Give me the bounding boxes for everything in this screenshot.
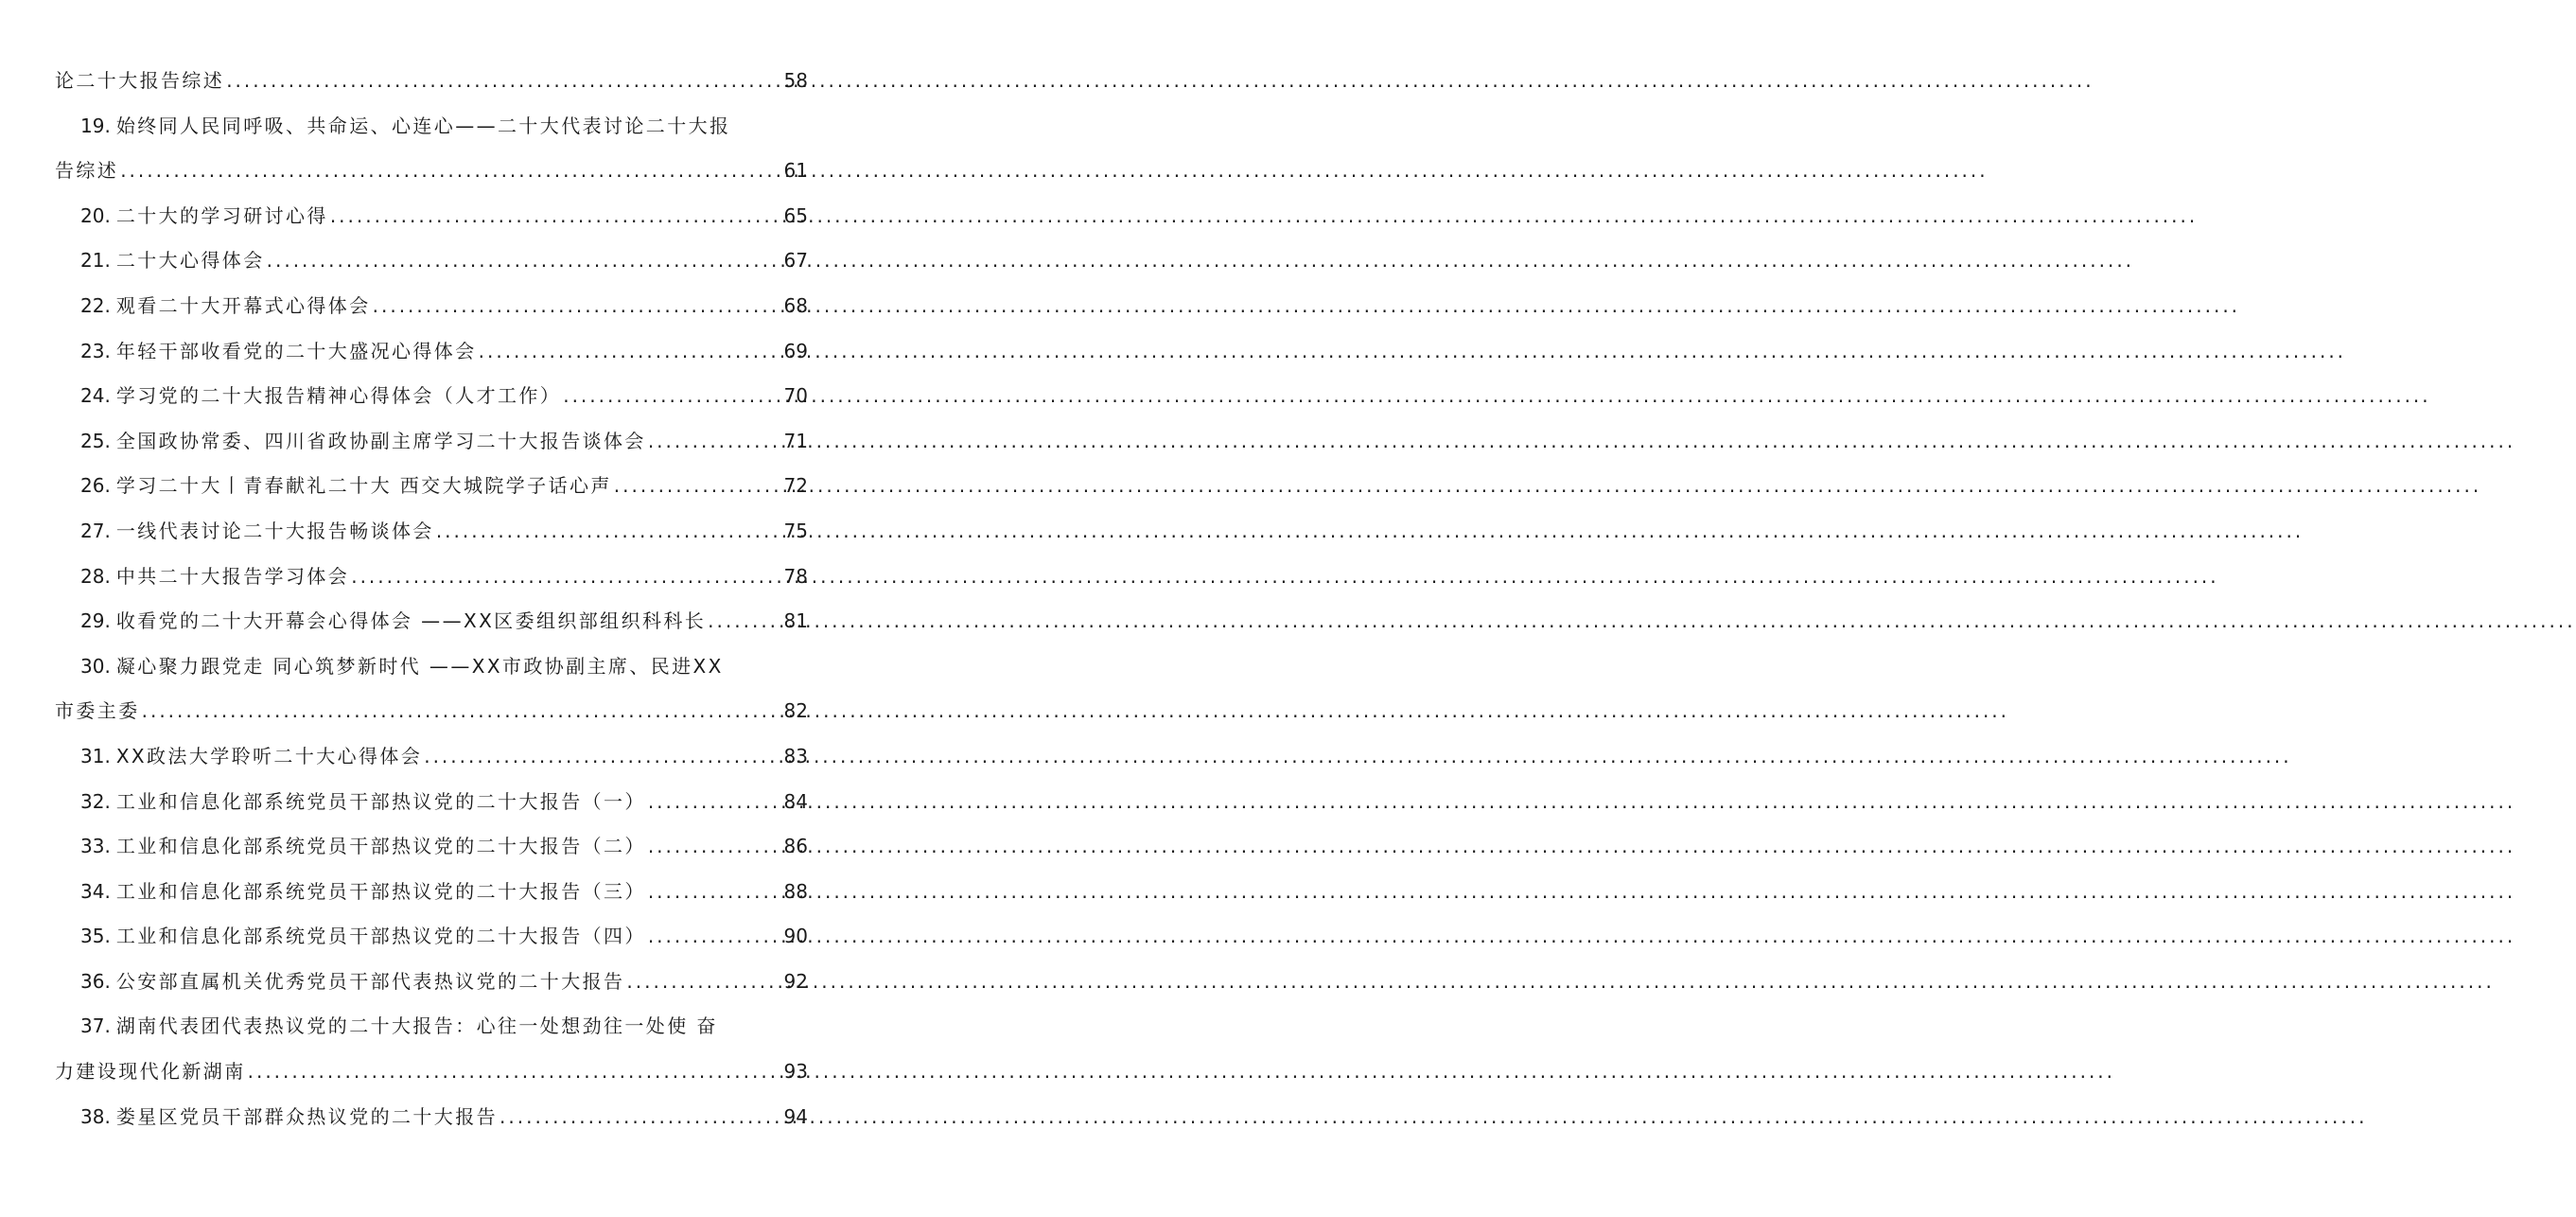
toc-entry-number: 27. — [80, 519, 111, 542]
toc-page-number: 83 — [783, 744, 808, 767]
toc-entry-number: 21. — [80, 249, 111, 273]
toc-entry — [55, 419, 808, 465]
toc-entry-title: 告综述 — [55, 159, 119, 183]
toc-entry — [55, 284, 808, 329]
toc-page-number: 70 — [783, 384, 808, 408]
toc-entry-title: 始终同人民同呼吸、共命运、心连心——二十大代表讨论二十大报 — [115, 114, 731, 137]
table-of-contents — [55, 59, 808, 1139]
toc-entry-title: 工业和信息化部系统党员干部热议党的二十大报告（四） — [115, 925, 646, 948]
toc-page-number: 68 — [783, 293, 808, 317]
toc-entry-number: 36. — [80, 969, 111, 993]
toc-dot-leader — [626, 960, 781, 1005]
toc-entry-number: 35. — [80, 925, 111, 948]
toc-entry-title: 论二十大报告综述 — [55, 69, 225, 92]
toc-page-number: 58 — [783, 69, 808, 92]
toc-entry-title: 二十大的学习研讨心得 — [115, 203, 328, 227]
toc-entry-title: 公安部直属机关优秀党员干部代表热议党的二十大报告 — [115, 969, 625, 993]
toc-entry-title: 一线代表讨论二十大报告畅谈体会 — [115, 519, 434, 542]
toc-page-number: 88 — [783, 879, 808, 903]
toc-entry-title: 力建设现代化新湖南 — [55, 1060, 246, 1084]
toc-entry — [55, 104, 808, 150]
toc-entry-title: 市委主委 — [55, 699, 140, 723]
toc-entry-title: 凝心聚力跟党走 同心筑梦新时代 ——XX市政协副主席、民进XX — [115, 654, 724, 678]
toc-dot-leader — [648, 780, 782, 825]
toc-entry-title: 学习党的二十大报告精神心得体会（人才工作） — [115, 384, 562, 408]
toc-dot-leader — [142, 689, 782, 734]
toc-entry — [55, 1095, 808, 1140]
toc-entry-number: 34. — [80, 879, 111, 903]
toc-entry — [55, 1004, 808, 1049]
toc-dot-leader — [436, 509, 782, 555]
toc-dot-leader — [648, 870, 782, 915]
toc-entry-title: 收看党的二十大开幕会心得体会 ——XX区委组织部组织科科长 — [115, 609, 707, 633]
toc-page-number: 67 — [783, 249, 808, 273]
toc-entry — [55, 509, 808, 555]
toc-dot-leader — [424, 734, 781, 780]
toc-page-number: 75 — [783, 519, 808, 542]
toc-entry-title: 观看二十大开幕式心得体会 — [115, 293, 371, 317]
toc-entry-title: 工业和信息化部系统党员干部热议党的二十大报告（二） — [115, 835, 646, 858]
toc-entry-number: 31. — [80, 744, 111, 767]
toc-entry-number: 24. — [80, 384, 111, 408]
toc-dot-leader — [563, 374, 781, 419]
toc-entry — [55, 780, 808, 825]
document-page — [0, 0, 860, 1217]
toc-entry — [55, 238, 808, 284]
toc-entry — [55, 374, 808, 419]
toc-entry-number: 38. — [80, 1104, 111, 1128]
toc-entry-number: 26. — [80, 474, 111, 498]
toc-page-number: 94 — [783, 1104, 808, 1128]
toc-entry — [55, 644, 808, 690]
toc-entry-number: 29. — [80, 609, 111, 633]
toc-entry-number: 23. — [80, 339, 111, 362]
toc-page-number: 82 — [783, 699, 808, 723]
toc-entry-number: 37. — [80, 1014, 111, 1038]
toc-dot-leader — [499, 1095, 782, 1140]
toc-entry — [55, 599, 808, 644]
toc-entry — [55, 914, 808, 960]
toc-entry — [55, 464, 808, 509]
toc-entry-title: 中共二十大报告学习体会 — [115, 564, 350, 588]
toc-dot-leader — [226, 59, 781, 104]
toc-entry-number: 25. — [80, 429, 111, 452]
toc-entry — [55, 689, 808, 734]
toc-entry — [55, 824, 808, 870]
toc-entry — [55, 870, 808, 915]
toc-page-number: 90 — [783, 925, 808, 948]
toc-entry — [55, 194, 808, 239]
toc-entry-title: 二十大心得体会 — [115, 249, 265, 273]
toc-dot-leader — [648, 914, 782, 960]
toc-dot-leader — [267, 238, 782, 284]
toc-entry-number: 30. — [80, 654, 111, 678]
toc-page-number: 69 — [783, 339, 808, 362]
toc-dot-leader — [373, 284, 782, 329]
toc-page-number: 92 — [783, 969, 808, 993]
toc-dot-leader — [479, 329, 782, 375]
toc-entry — [55, 960, 808, 1005]
toc-dot-leader — [648, 419, 782, 465]
toc-entry-title: 工业和信息化部系统党员干部热议党的二十大报告（三） — [115, 879, 646, 903]
toc-page-number: 78 — [783, 564, 808, 588]
toc-entry — [55, 149, 808, 194]
toc-dot-leader — [330, 194, 782, 239]
toc-entry — [55, 734, 808, 780]
toc-entry-number: 22. — [80, 293, 111, 317]
toc-entry-number: 28. — [80, 564, 111, 588]
toc-entry-title: 学习二十大丨青春献礼二十大 西交大城院学子话心声 — [115, 474, 612, 498]
toc-entry-title: 年轻干部收看党的二十大盛况心得体会 — [115, 339, 477, 362]
toc-entry-number: 33. — [80, 835, 111, 858]
toc-entry-title: 娄星区党员干部群众热议党的二十大报告 — [115, 1104, 499, 1128]
toc-entry — [55, 1049, 808, 1095]
toc-dot-leader — [120, 149, 781, 194]
toc-dot-leader — [648, 824, 782, 870]
toc-page-number: 81 — [783, 609, 808, 633]
toc-page-number: 71 — [783, 429, 808, 452]
toc-entry — [55, 555, 808, 600]
toc-entry-title: 工业和信息化部系统党员干部热议党的二十大报告（一） — [115, 789, 646, 813]
toc-page-number: 93 — [783, 1060, 808, 1084]
toc-entry-number: 19. — [80, 114, 111, 137]
toc-dot-leader — [351, 555, 781, 600]
toc-dot-leader — [614, 464, 782, 509]
toc-page-number: 84 — [783, 789, 808, 813]
toc-page-number: 61 — [783, 159, 808, 183]
toc-entry — [55, 329, 808, 375]
toc-entry-number: 20. — [80, 203, 111, 227]
toc-dot-leader — [248, 1049, 782, 1095]
toc-entry-title: 全国政协常委、四川省政协副主席学习二十大报告谈体会 — [115, 429, 646, 452]
toc-entry-title: 湖南代表团代表热议党的二十大报告：心往一处想劲往一处使 奋 — [115, 1014, 718, 1038]
toc-entry — [55, 59, 808, 104]
toc-page-number: 72 — [783, 474, 808, 498]
toc-page-number: 65 — [783, 203, 808, 227]
toc-entry-number: 32. — [80, 789, 111, 813]
toc-dot-leader — [708, 599, 781, 644]
toc-page-number: 86 — [783, 835, 808, 858]
toc-entry-title: XX政法大学聆听二十大心得体会 — [115, 744, 423, 767]
